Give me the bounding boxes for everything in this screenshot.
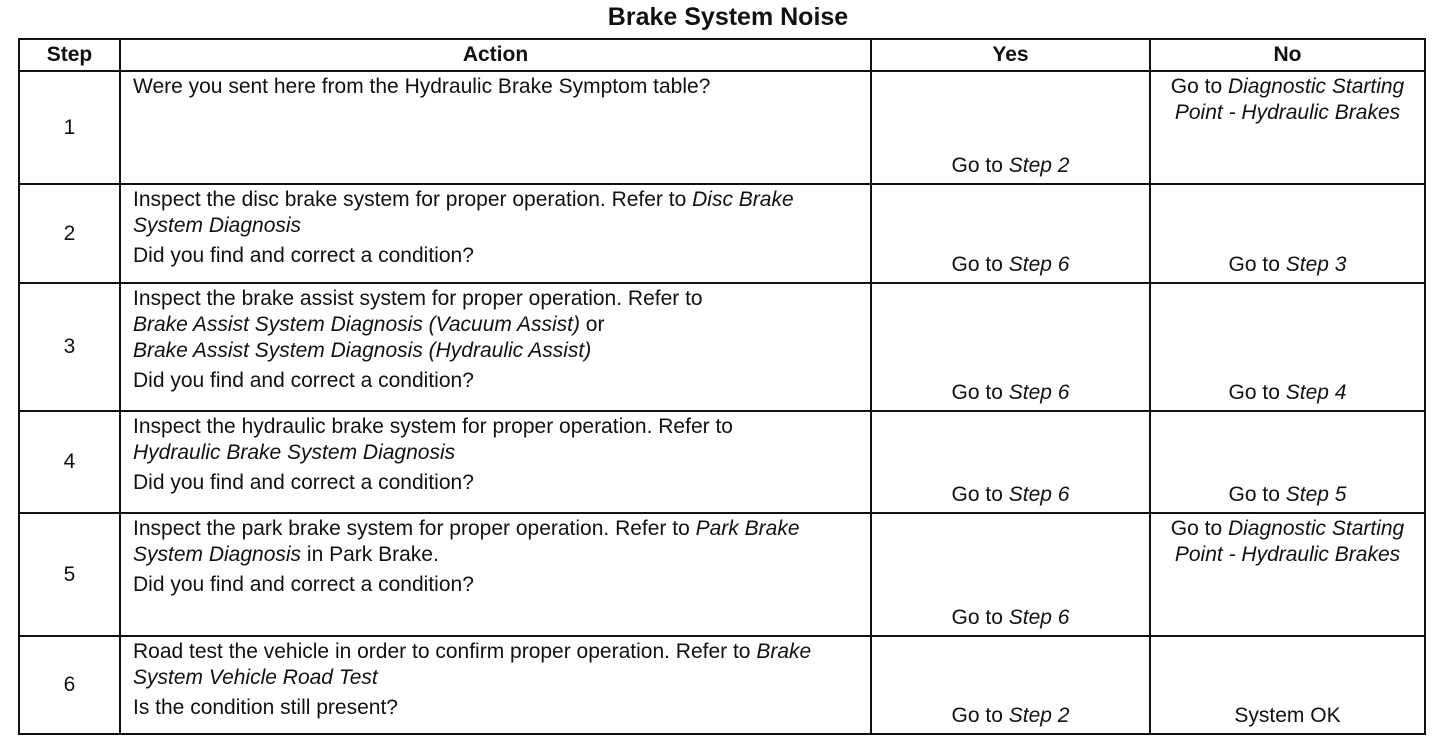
action-cell [120,411,871,513]
table-header-row [19,39,1425,71]
action-question: Did you find and correct a condition? [133,369,474,392]
action-cell [120,184,871,283]
action-cell [120,513,871,636]
header-action: Action [120,39,871,71]
action-text: Inspect the brake assist system for proper operation. Refer to [133,287,703,310]
action-text: Inspect the park brake system for proper operation. Refer to [133,517,696,540]
action-text-block [133,637,862,691]
no-cell [1150,411,1425,513]
no-prefix: Go to [1228,381,1286,404]
yes-cell [871,411,1150,513]
yes-target-link[interactable]: Step 6 [1008,483,1070,506]
yes-cell [871,283,1150,411]
no-cell [1150,513,1425,636]
step-number: 2 [19,184,120,283]
action-reference-link[interactable]: Park Brake System Diagnosis [133,517,800,566]
table-row [19,636,1425,734]
step-number: 1 [19,71,120,184]
yes-prefix: Go to [951,704,1009,727]
action-suffix: in Park Brake. [301,543,439,566]
page-title: Brake System Noise [607,3,849,31]
action-cell [120,71,871,184]
no-cell [1150,184,1425,283]
yes-prefix: Go to [951,381,1009,404]
action-reference-link[interactable]: Disc Brake System Diagnosis [133,188,794,237]
no-prefix: Go to [1170,517,1228,540]
no-prefix: Go to [1228,253,1286,276]
yes-cell [871,71,1150,184]
table-row [19,411,1425,513]
yes-prefix: Go to [951,606,1009,629]
action-question: Is the condition still present? [133,696,398,719]
yes-cell [871,184,1150,283]
action-cell [120,283,871,411]
action-cell [120,636,871,734]
no-target-link[interactable]: Step 4 [1285,381,1347,404]
action-question: Did you find and correct a condition? [133,573,474,596]
yes-cell [871,513,1150,636]
action-text: Inspect the disc brake system for proper operation. Refer to [133,188,693,211]
yes-prefix: Go to [951,483,1009,506]
action-reference-link[interactable]: Hydraulic Brake System Diagnosis [133,441,456,464]
no-prefix: Go to [1228,483,1286,506]
no-result: System OK [1234,704,1341,727]
action-text: Inspect the hydraulic brake system for proper operation. Refer to [133,415,733,438]
action-text-block [133,185,862,239]
action-question: Did you find and correct a condition? [133,244,474,267]
no-target-link[interactable]: Diagnostic Starting Point - Hydraulic Brakes [1174,517,1405,566]
step-number: 5 [19,513,120,636]
no-cell [1150,71,1425,184]
action-reference-link[interactable]: Brake Assist System Diagnosis (Hydraulic Assist) [133,339,592,362]
no-cell [1150,636,1425,734]
header-yes: Yes [871,39,1150,71]
no-cell [1150,283,1425,411]
action-text-block [133,412,862,466]
diagnostic-table [18,38,1426,735]
yes-target-link[interactable]: Step 6 [1008,606,1070,629]
table-row [19,184,1425,283]
step-number: 6 [19,636,120,734]
table-row [19,513,1425,636]
yes-target-link[interactable]: Step 2 [1008,704,1070,727]
yes-target-link[interactable]: Step 6 [1008,253,1070,276]
no-target-link[interactable]: Diagnostic Starting Point - Hydraulic Brakes [1174,75,1405,124]
yes-prefix: Go to [951,253,1009,276]
action-question: Did you find and correct a condition? [133,471,474,494]
action-text: Road test the vehicle in order to confirm proper operation. Refer to [133,640,757,663]
step-number: 4 [19,411,120,513]
yes-target-link[interactable]: Step 2 [1008,154,1070,177]
action-reference-link[interactable]: Brake System Vehicle Road Test [133,640,812,689]
table-row [19,71,1425,184]
header-no: No [1150,39,1425,71]
action-or: or [579,313,605,336]
yes-target-link[interactable]: Step 6 [1008,381,1070,404]
action-text: Were you sent here from the Hydraulic Brake Symptom table? [133,75,711,98]
action-text-block [133,284,862,364]
yes-cell [871,636,1150,734]
step-number: 3 [19,283,120,411]
no-target-link[interactable]: Step 3 [1285,253,1347,276]
action-reference-link[interactable]: Brake Assist System Diagnosis (Vacuum Assist) [133,313,580,336]
action-text-block [133,514,862,568]
no-target-link[interactable]: Step 5 [1285,483,1347,506]
header-step: Step [19,39,120,71]
table-row [19,283,1425,411]
no-prefix: Go to [1170,75,1228,98]
yes-prefix: Go to [951,154,1009,177]
